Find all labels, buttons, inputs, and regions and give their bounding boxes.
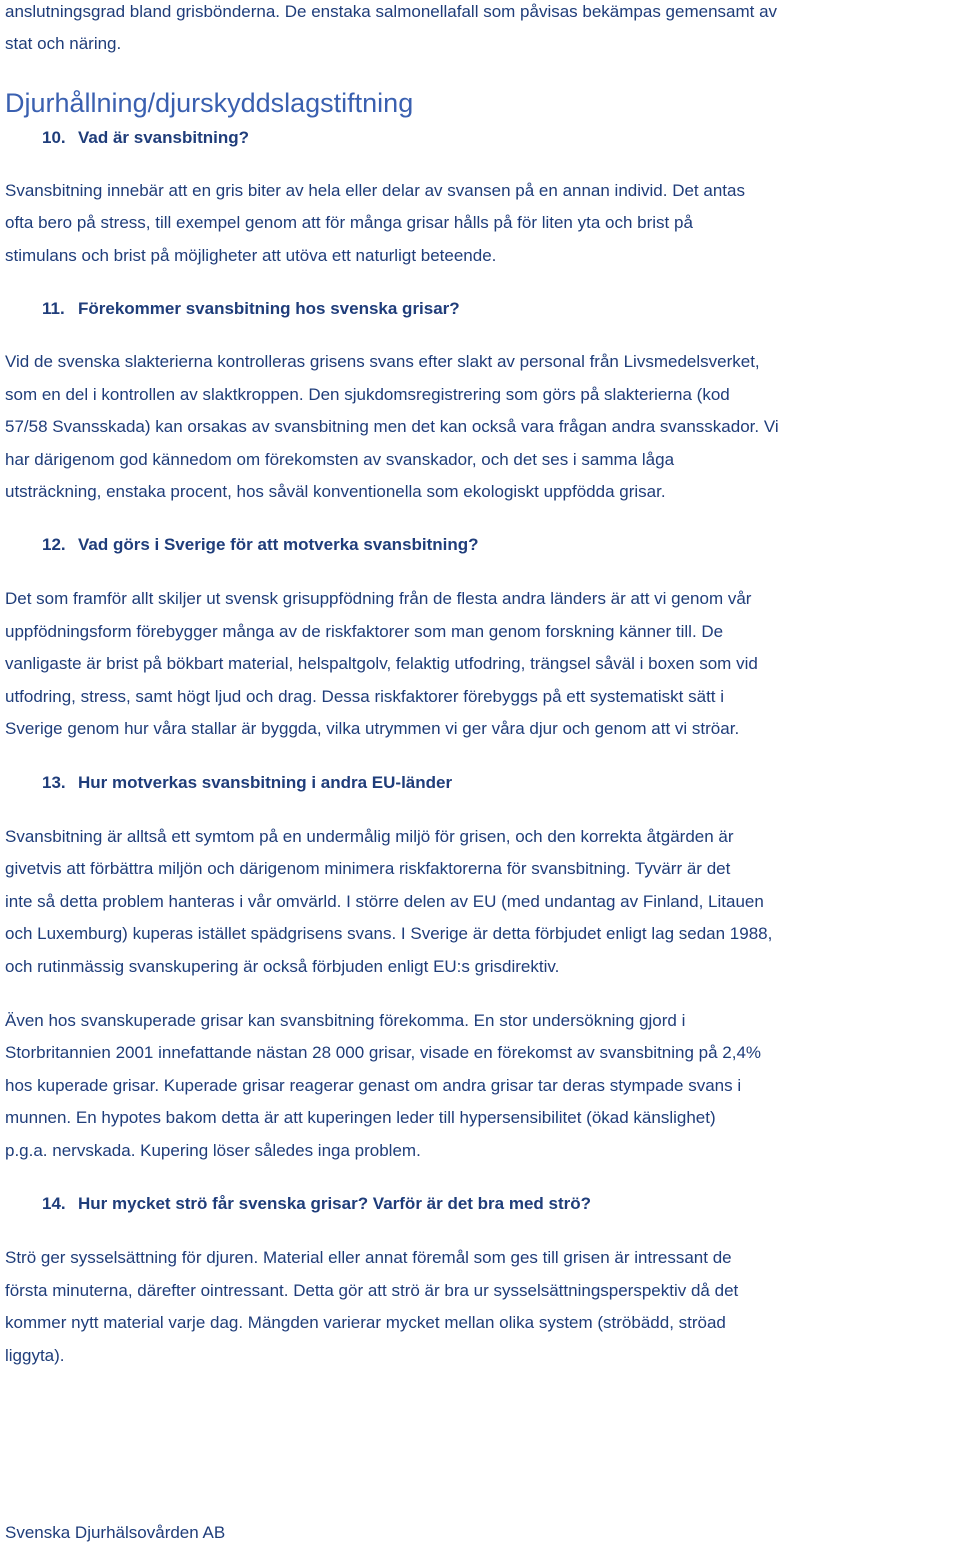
paragraph-line: stimulans och brist på möjligheter att utöva ett naturligt beteende. [5, 246, 497, 265]
question-number: 14. [42, 1194, 66, 1213]
paragraph-line: vanligaste är brist på bökbart material, helspaltgolv, felaktig utfodring, trängsel såväl i boxen som vid [5, 654, 758, 673]
paragraph-line: har därigenom god kännedom om förekomsten av svanskador, och det ses i samma låga [5, 450, 675, 469]
paragraph-line: Vid de svenska slakterierna kontrolleras grisens svans efter slakt av personal från Livsmedelsverket, [5, 352, 760, 371]
paragraph-line: Svansbitning innebär att en gris biter av hela eller delar av svansen på en annan individ. Det antas [5, 181, 745, 200]
paragraph-line: Strö ger sysselsättning för djuren. Material eller annat föremål som ges till grisen är intressant de [5, 1248, 732, 1267]
page-footer: Svenska Djurhälsovården AB [5, 1523, 226, 1542]
intro-line: stat och näring. [5, 34, 122, 53]
question-number: 11. [42, 299, 65, 318]
paragraph-line: p.g.a. nervskada. Kupering löser således inga problem. [5, 1141, 421, 1160]
paragraph-line: givetvis att förbättra miljön och därigenom minimera riskfaktorerna för svansbitning. Tyvärr är det [5, 859, 731, 878]
paragraph-line: Det som framför allt skiljer ut svensk grisuppfödning från de flesta andra länders är att vi genom vår [5, 589, 752, 608]
question-12-heading [42, 534, 479, 556]
paragraph-line: 57/58 Svansskada) kan orsakas av svansbitning men det kan också vara frågan andra svansskador. Vi [5, 417, 779, 436]
question-number: 13. [42, 773, 66, 792]
question-10-heading [42, 127, 249, 149]
paragraph-line: kommer nytt material varje dag. Mängden varierar mycket mellan olika system (ströbädd, ströad [5, 1313, 726, 1332]
paragraph-line: uppfödningsform förebygger många av de riskfaktorer som man genom forskning känner till. De [5, 622, 724, 641]
paragraph-line: utfodring, stress, samt högt ljud och drag. Dessa riskfaktorer förebyggs på ett systematiskt sätt i [5, 687, 725, 706]
question-title: Förekommer svansbitning hos svenska grisar? [78, 299, 460, 318]
question-number: 12. [42, 535, 66, 554]
question-11-heading [42, 298, 460, 320]
question-13-heading [42, 772, 452, 794]
paragraph-line: Även hos svanskuperade grisar kan svansbitning förekomma. En stor undersökning gjord i [5, 1011, 686, 1030]
paragraph-line: första minuterna, därefter ointressant. Detta gör att strö är bra ur sysselsättningsperspektiv då det [5, 1281, 739, 1300]
paragraph-line: utsträckning, enstaka procent, hos såväl konventionella som ekologiskt uppfödda grisar. [5, 482, 666, 501]
paragraph-line: Svansbitning är alltså ett symtom på en undermålig miljö för grisen, och den korrekta åtgärden är [5, 827, 734, 846]
paragraph-line: liggyta). [5, 1346, 65, 1365]
question-title: Vad görs i Sverige för att motverka svansbitning? [78, 535, 479, 554]
paragraph-line: och Luxemburg) kuperas istället spädgrisens svans. I Sverige är detta förbjudet enligt lag sedan 1988, [5, 924, 773, 943]
question-number: 10. [42, 128, 66, 147]
question-title: Vad är svansbitning? [78, 128, 249, 147]
paragraph-line: och rutinmässig svanskupering är också förbjuden enligt EU:s grisdirektiv. [5, 957, 560, 976]
section-heading: Djurhållning/djurskyddslagstiftning [5, 88, 414, 118]
paragraph-line: som en del i kontrollen av slaktkroppen. Den sjukdomsregistrering som görs på slakterierna (kod [5, 385, 730, 404]
paragraph-line: ofta bero på stress, till exempel genom att för många grisar hålls på för liten yta och brist på [5, 213, 693, 232]
paragraph-line: Sverige genom hur våra stallar är byggda, vilka utrymmen vi ger våra djur och genom att vi ströar. [5, 719, 740, 738]
question-title: Hur mycket strö får svenska grisar? Varför är det bra med strö? [78, 1194, 592, 1213]
paragraph-line: Storbritannien 2001 innefattande nästan 28 000 grisar, visade en förekomst av svansbitning på 2,4% [5, 1043, 762, 1062]
paragraph-line: munnen. En hypotes bakom detta är att kuperingen leder till hypersensibilitet (ökad känslighet) [5, 1108, 716, 1127]
question-14-heading [42, 1193, 591, 1215]
paragraph-line: inte så detta problem hanteras i vår omvärld. I större delen av EU (med undantag av Finland, Litauen [5, 892, 764, 911]
question-title: Hur motverkas svansbitning i andra EU-länder [78, 773, 453, 792]
paragraph-line: hos kuperade grisar. Kuperade grisar reagerar genast om andra grisar tar deras stympade svans i [5, 1076, 742, 1095]
intro-line: anslutningsgrad bland grisbönderna. De enstaka salmonellafall som påvisas bekämpas gemensamt av [5, 2, 778, 21]
